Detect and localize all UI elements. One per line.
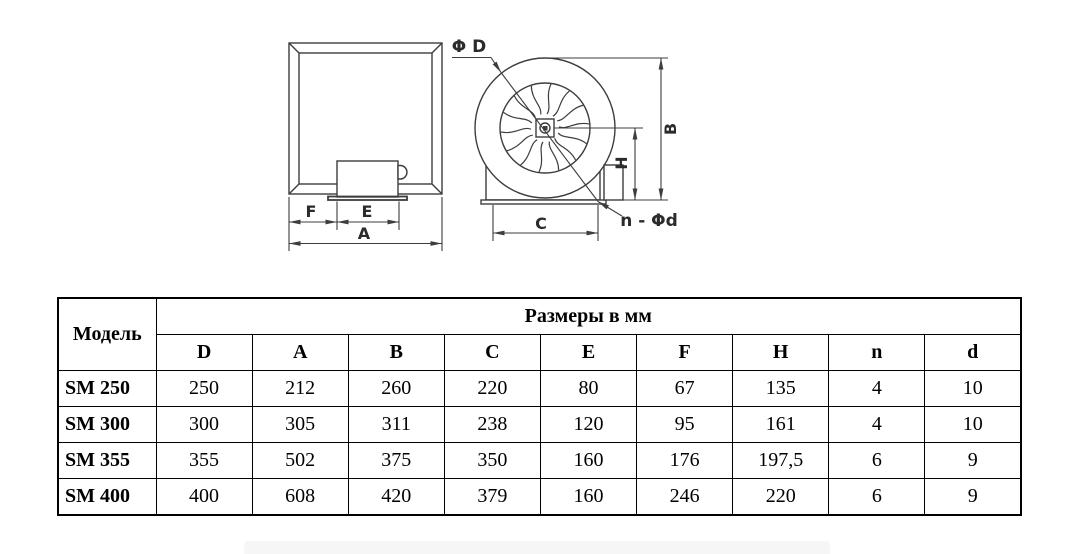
value-cell: 300 [156, 407, 252, 443]
value-cell: 305 [252, 407, 348, 443]
table-row [58, 371, 1021, 407]
value-cell: 311 [348, 407, 444, 443]
value-cell: 176 [637, 443, 733, 479]
dim-label-e: E [361, 202, 373, 221]
col-header: B [348, 335, 444, 371]
model-cell: SM 250 [58, 371, 156, 407]
value-cell: 6 [829, 443, 925, 479]
phi-d-leader [491, 58, 501, 73]
dim-label-c: C [535, 214, 547, 233]
value-cell: 375 [348, 443, 444, 479]
base-plate [481, 200, 606, 204]
value-cell: 9 [925, 479, 1021, 516]
motor-box [337, 161, 398, 197]
value-cell: 135 [733, 371, 829, 407]
value-cell: 160 [540, 443, 636, 479]
col-header: H [733, 335, 829, 371]
footer-bar [244, 541, 830, 554]
value-cell: 350 [444, 443, 540, 479]
n-phi-d-leader [598, 202, 622, 217]
value-cell: 250 [156, 371, 252, 407]
value-cell: 355 [156, 443, 252, 479]
value-cell: 120 [540, 407, 636, 443]
model-cell: SM 355 [58, 443, 156, 479]
mount-plate [328, 197, 407, 201]
dim-label-phi-d: Φ D [451, 37, 487, 57]
value-cell: 238 [444, 407, 540, 443]
value-cell: 420 [348, 479, 444, 516]
cable-gland [398, 166, 407, 180]
value-cell: 212 [252, 371, 348, 407]
front-view [289, 43, 442, 251]
col-header: A [252, 335, 348, 371]
col-header: E [540, 335, 636, 371]
value-cell: 67 [637, 371, 733, 407]
dim-label-b: B [661, 122, 680, 136]
value-cell: 160 [540, 479, 636, 516]
value-cell: 10 [925, 371, 1021, 407]
value-cell: 379 [444, 479, 540, 516]
value-cell: 608 [252, 479, 348, 516]
col-header: C [444, 335, 540, 371]
table-row [58, 407, 1021, 443]
table-row [58, 443, 1021, 479]
hub [536, 119, 554, 137]
col-header: D [156, 335, 252, 371]
value-cell: 95 [637, 407, 733, 443]
model-cell: SM 300 [58, 407, 156, 443]
value-cell: 220 [733, 479, 829, 516]
value-cell: 10 [925, 407, 1021, 443]
dim-label-n-phi-d: n - Φd [620, 211, 678, 231]
col-header: F [637, 335, 733, 371]
value-cell: 161 [733, 407, 829, 443]
table-header-row [58, 298, 1021, 335]
value-cell: 502 [252, 443, 348, 479]
col-header: n [829, 335, 925, 371]
value-cell: 197,5 [733, 443, 829, 479]
value-cell: 80 [540, 371, 636, 407]
dimensions-group-header: Размеры в мм [156, 298, 1021, 335]
col-header: d [925, 335, 1021, 371]
value-cell: 9 [925, 443, 1021, 479]
table-subheader-row [58, 335, 1021, 371]
side-view [452, 37, 680, 241]
value-cell: 400 [156, 479, 252, 516]
model-column-header: Модель [58, 298, 156, 371]
value-cell: 246 [637, 479, 733, 516]
dim-label-f: F [305, 202, 317, 221]
table-row [58, 479, 1021, 516]
model-cell: SM 400 [58, 479, 156, 516]
dimensions-table [57, 297, 1022, 516]
value-cell: 4 [829, 371, 925, 407]
dim-label-h: H [612, 156, 631, 170]
value-cell: 6 [829, 479, 925, 516]
value-cell: 4 [829, 407, 925, 443]
value-cell: 260 [348, 371, 444, 407]
value-cell: 220 [444, 371, 540, 407]
dim-label-a: A [357, 224, 371, 243]
